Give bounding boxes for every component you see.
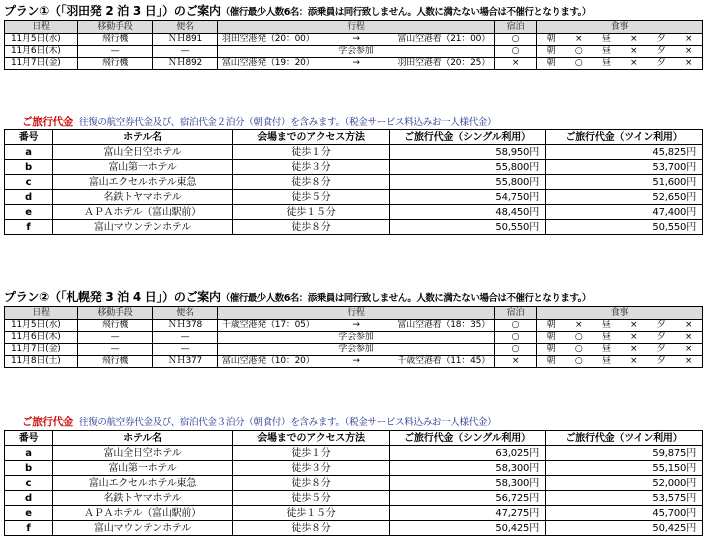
meal-mark: ○: [574, 356, 583, 366]
price-single: 55,800円: [390, 160, 546, 175]
price2-table: [4, 430, 703, 536]
route-from: 富山空港発（19：20）: [222, 58, 315, 68]
price-twin: 50,425円: [546, 521, 703, 536]
price-header-row: [5, 130, 703, 145]
meal-mark: ×: [629, 320, 638, 330]
hotel-code: b: [5, 160, 53, 175]
price2-title: ご旅行代金: [22, 416, 73, 428]
price-single: 58,300円: [390, 476, 546, 491]
price-twin: 47,400円: [546, 205, 703, 220]
meal-label: 朝: [546, 46, 556, 56]
schedule-meals: [537, 58, 703, 70]
header-date: 日程: [5, 307, 78, 320]
schedule-meals: [537, 46, 703, 58]
route-from: 羽田空港発（20：00）: [222, 34, 315, 44]
price-single: 47,275円: [390, 506, 546, 521]
hotel-name: 富山マウンテンホテル: [53, 521, 233, 536]
plan1-title: [4, 2, 591, 19]
price2-heading: [22, 414, 496, 429]
table-row: [5, 521, 703, 536]
price-single: 50,550円: [390, 220, 546, 235]
hotel-access: 徒歩１分: [233, 446, 390, 461]
schedule-transport: —: [78, 46, 153, 58]
header-transport: 移動手段: [78, 307, 153, 320]
header-route: 行程: [218, 307, 495, 320]
price-twin: 45,825円: [546, 145, 703, 160]
schedule-date: 11月8日(土): [5, 356, 78, 368]
schedule-flight: —: [153, 332, 218, 344]
meal-label: 朝: [546, 320, 556, 330]
schedule-flight: ＮＨ378: [153, 320, 218, 332]
table-row: [5, 332, 703, 344]
header-hotel: ホテル名: [53, 130, 233, 145]
schedule-transport: 飛行機: [78, 34, 153, 46]
schedule-date: 11月6日(木): [5, 46, 78, 58]
meal-label: 夕: [656, 356, 666, 366]
table-row: [5, 356, 703, 368]
table-row: [5, 461, 703, 476]
schedule-flight: —: [153, 344, 218, 356]
schedule-lodging: ×: [495, 356, 537, 368]
hotel-name: 富山全日空ホテル: [53, 145, 233, 160]
route-from: 千歳空港発（17：05）: [222, 320, 315, 330]
meal-mark: ×: [684, 46, 693, 56]
meal-label: 朝: [546, 344, 556, 354]
route-to: 富山空港着（21：00）: [397, 34, 490, 44]
hotel-code: f: [5, 220, 53, 235]
meal-label: 夕: [656, 344, 666, 354]
schedule-meals: [537, 356, 703, 368]
arrow-icon: →: [352, 34, 360, 44]
schedule-route: [218, 356, 495, 368]
schedule-lodging: ○: [495, 332, 537, 344]
header-meals: 食事: [537, 307, 703, 320]
price-single: 58,950円: [390, 145, 546, 160]
hotel-name: 富山第一ホテル: [53, 160, 233, 175]
price1-title: ご旅行代金: [22, 116, 73, 128]
header-access: 会場までのアクセス方法: [233, 130, 390, 145]
price-twin: 51,600円: [546, 175, 703, 190]
arrow-icon: →: [352, 356, 360, 366]
meal-mark: ×: [630, 46, 638, 56]
meal-label: 昼: [601, 58, 611, 68]
table-row: [5, 46, 703, 58]
schedule-lodging: ×: [495, 58, 537, 70]
meal-mark: ×: [574, 320, 583, 330]
header-flight: 便名: [153, 21, 218, 34]
table-row: [5, 145, 703, 160]
hotel-code: e: [5, 205, 53, 220]
meal-label: 朝: [546, 34, 556, 44]
header-lodging: 宿泊: [495, 21, 537, 34]
hotel-access: 徒歩５分: [233, 190, 390, 205]
header-date: 日程: [5, 21, 78, 34]
hotel-name: 名鉄トヤマホテル: [53, 190, 233, 205]
hotel-code: f: [5, 521, 53, 536]
price-single: 58,300円: [390, 461, 546, 476]
table-row: [5, 220, 703, 235]
schedule-flight: ＮＨ891: [153, 34, 218, 46]
plan2-note: （催行最少人数6名：添乗員は同行致しません。人数に満たない場合は不催行となります。）: [220, 293, 591, 304]
table-row: [5, 506, 703, 521]
hotel-access: 徒歩８分: [233, 476, 390, 491]
meal-label: 朝: [546, 58, 556, 68]
schedule-flight: ＮＨ377: [153, 356, 218, 368]
meal-label: 夕: [656, 320, 666, 330]
schedule-lodging: ○: [495, 34, 537, 46]
arrow-icon: →: [352, 320, 360, 330]
meal-mark: ×: [684, 344, 693, 354]
schedule-header-row: [5, 307, 703, 320]
plan1-schedule-table: [4, 20, 703, 70]
hotel-name: 名鉄トヤマホテル: [53, 491, 233, 506]
meal-label: 朝: [546, 356, 556, 366]
route-to: 富山空港着（18：35）: [397, 320, 490, 330]
plan1-title-text: プラン①（「羽田発 2 泊 3 日」）のご案内: [4, 4, 221, 18]
table-row: [5, 205, 703, 220]
hotel-access: 徒歩８分: [233, 175, 390, 190]
price-twin: 53,700円: [546, 160, 703, 175]
route-to: 羽田空港着（20：25）: [397, 58, 490, 68]
price-single: 55,800円: [390, 175, 546, 190]
meal-mark: ×: [630, 344, 638, 354]
price-twin: 59,875円: [546, 446, 703, 461]
schedule-transport: 飛行機: [78, 58, 153, 70]
table-row: [5, 446, 703, 461]
schedule-meals: [537, 332, 703, 344]
meal-label: 昼: [601, 34, 611, 44]
schedule-header-row: [5, 21, 703, 34]
header-meals: 食事: [537, 21, 703, 34]
header-lodging: 宿泊: [495, 307, 537, 320]
table-row: [5, 320, 703, 332]
hotel-name: ＡＰＡホテル（富山駅前）: [53, 205, 233, 220]
meal-mark: ×: [630, 58, 638, 68]
schedule-lodging: ○: [495, 320, 537, 332]
meal-label: 昼: [601, 320, 611, 330]
table-row: [5, 160, 703, 175]
meal-label: 夕: [656, 58, 666, 68]
meal-mark: ×: [684, 332, 693, 342]
schedule-route: 学会参加: [218, 332, 495, 344]
table-row: [5, 344, 703, 356]
header-single: ご旅行代金（シングル利用）: [390, 130, 546, 145]
schedule-lodging: ○: [495, 344, 537, 356]
schedule-route: [218, 34, 495, 46]
schedule-lodging: ○: [495, 46, 537, 58]
table-row: [5, 34, 703, 46]
price-twin: 55,150円: [546, 461, 703, 476]
schedule-date: 11月5日(水): [5, 320, 78, 332]
meal-mark: ×: [684, 34, 693, 44]
table-row: [5, 476, 703, 491]
meal-mark: ○: [574, 46, 583, 56]
header-access: 会場までのアクセス方法: [233, 431, 390, 446]
schedule-route: [218, 320, 495, 332]
meal-mark: ○: [574, 344, 583, 354]
schedule-transport: —: [78, 332, 153, 344]
hotel-code: d: [5, 190, 53, 205]
schedule-date: 11月7日(金): [5, 344, 78, 356]
meal-label: 昼: [601, 46, 611, 56]
price2-desc: 往復の航空券代金及び、宿泊代金３泊分（朝食付）を含みます。（税金サービス料込みお一人様代金）: [79, 417, 497, 428]
table-row: [5, 190, 703, 205]
meal-mark: ×: [630, 356, 638, 366]
price-single: 56,725円: [390, 491, 546, 506]
meal-mark: ×: [684, 356, 693, 366]
header-code: 番号: [5, 130, 53, 145]
table-row: [5, 491, 703, 506]
price-single: 48,450円: [390, 205, 546, 220]
price-single: 50,425円: [390, 521, 546, 536]
schedule-meals: [537, 34, 703, 46]
hotel-code: b: [5, 461, 53, 476]
table-row: [5, 175, 703, 190]
hotel-access: 徒歩５分: [233, 491, 390, 506]
hotel-name: 富山全日空ホテル: [53, 446, 233, 461]
price-twin: 53,575円: [546, 491, 703, 506]
schedule-route: [218, 58, 495, 70]
schedule-date: 11月5日(水): [5, 34, 78, 46]
schedule-meals: [537, 344, 703, 356]
header-hotel: ホテル名: [53, 431, 233, 446]
schedule-date: 11月7日(金): [5, 58, 78, 70]
meal-label: 夕: [656, 34, 666, 44]
hotel-code: a: [5, 446, 53, 461]
schedule-route: 学会参加: [218, 46, 495, 58]
header-transport: 移動手段: [78, 21, 153, 34]
header-twin: ご旅行代金（ツイン利用）: [546, 130, 703, 145]
table-row: [5, 58, 703, 70]
price-header-row: [5, 431, 703, 446]
header-route: 行程: [218, 21, 495, 34]
hotel-access: 徒歩３分: [233, 160, 390, 175]
schedule-transport: 飛行機: [78, 320, 153, 332]
price-single: 63,025円: [390, 446, 546, 461]
arrow-icon: →: [352, 58, 360, 68]
price-twin: 52,000円: [546, 476, 703, 491]
meal-mark: ×: [684, 58, 693, 68]
hotel-code: c: [5, 476, 53, 491]
meal-mark: ×: [574, 34, 583, 44]
schedule-route: 学会参加: [218, 344, 495, 356]
schedule-transport: —: [78, 344, 153, 356]
schedule-transport: 飛行機: [78, 356, 153, 368]
price1-desc: 往復の航空券代金及び、宿泊代金２泊分（朝食付）を含みます。（税金サービス料込みお一人様代金）: [79, 117, 497, 128]
plan2-title-text: プラン②（「札幌発 3 泊 4 日」）のご案内: [4, 290, 221, 304]
hotel-code: d: [5, 491, 53, 506]
plan1-note: （催行最少人数6名：添乗員は同行致しません。人数に満たない場合は不催行となります。）: [220, 7, 591, 18]
hotel-access: 徒歩１５分: [233, 506, 390, 521]
hotel-access: 徒歩８分: [233, 521, 390, 536]
hotel-access: 徒歩３分: [233, 461, 390, 476]
meal-mark: ×: [684, 320, 693, 330]
meal-label: 夕: [656, 46, 666, 56]
meal-mark: ×: [630, 332, 638, 342]
hotel-name: 富山エクセルホテル東急: [53, 476, 233, 491]
hotel-code: e: [5, 506, 53, 521]
hotel-access: 徒歩１分: [233, 145, 390, 160]
price-twin: 52,650円: [546, 190, 703, 205]
price-twin: 45,700円: [546, 506, 703, 521]
price-single: 54,750円: [390, 190, 546, 205]
plan2-schedule-table: [4, 306, 703, 368]
price1-table: [4, 129, 703, 235]
hotel-name: 富山マウンテンホテル: [53, 220, 233, 235]
meal-mark: ○: [574, 58, 583, 68]
price-twin: 50,550円: [546, 220, 703, 235]
route-from: 富山空港発（10：20）: [222, 356, 315, 366]
price1-heading: [22, 114, 496, 129]
hotel-code: c: [5, 175, 53, 190]
hotel-name: 富山第一ホテル: [53, 461, 233, 476]
meal-label: 昼: [601, 344, 611, 354]
meal-mark: ×: [629, 34, 638, 44]
meal-label: 昼: [601, 332, 611, 342]
header-code: 番号: [5, 431, 53, 446]
schedule-meals: [537, 320, 703, 332]
schedule-flight: —: [153, 46, 218, 58]
header-flight: 便名: [153, 307, 218, 320]
schedule-flight: ＮＨ892: [153, 58, 218, 70]
schedule-date: 11月6日(木): [5, 332, 78, 344]
header-twin: ご旅行代金（ツイン利用）: [546, 431, 703, 446]
hotel-name: ＡＰＡホテル（富山駅前）: [53, 506, 233, 521]
meal-label: 夕: [656, 332, 666, 342]
meal-label: 昼: [601, 356, 611, 366]
hotel-name: 富山エクセルホテル東急: [53, 175, 233, 190]
plan2-title: [4, 288, 591, 305]
hotel-access: 徒歩８分: [233, 220, 390, 235]
meal-mark: ○: [574, 332, 583, 342]
route-to: 千歳空港着（11：45）: [397, 356, 490, 366]
hotel-code: a: [5, 145, 53, 160]
meal-label: 朝: [546, 332, 556, 342]
hotel-access: 徒歩１５分: [233, 205, 390, 220]
header-single: ご旅行代金（シングル利用）: [390, 431, 546, 446]
